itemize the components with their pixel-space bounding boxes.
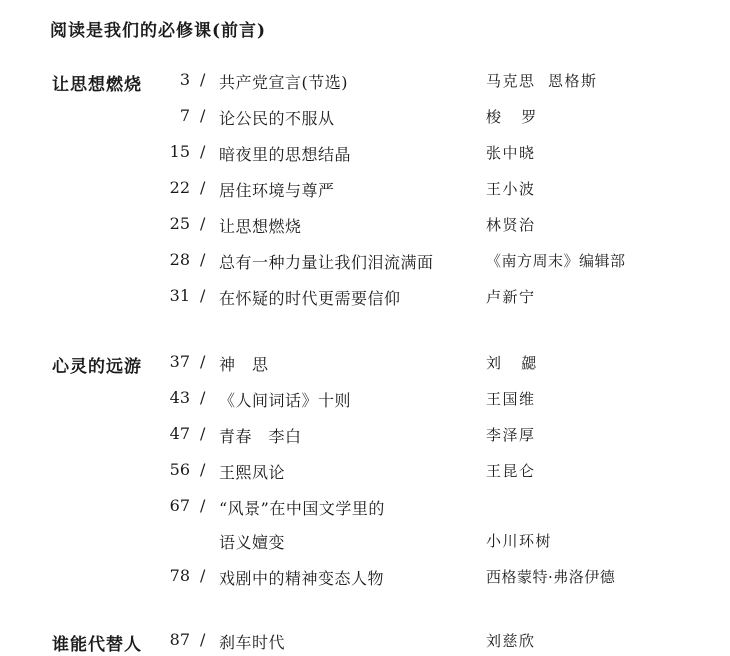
entry-title: “风景”在中国文学里的 xyxy=(219,499,385,518)
page-number: 43 xyxy=(169,388,190,407)
page-number: 31 xyxy=(169,286,190,305)
page-number: 37 xyxy=(169,352,190,371)
page-number: 67 xyxy=(169,496,190,515)
entry-author: 卢新宁 xyxy=(486,288,536,306)
page-number: 56 xyxy=(169,460,190,479)
entry-title: 总有一种力量让我们泪流满面 xyxy=(219,253,434,272)
toc-entry[interactable] xyxy=(0,178,730,204)
entry-author: 王国维 xyxy=(486,390,536,408)
entry-author: 小川环树 xyxy=(486,532,553,550)
page-number: 25 xyxy=(169,214,190,233)
separator: / xyxy=(200,214,206,233)
page-number: 22 xyxy=(169,178,190,197)
entry-title: 《人间词话》十则 xyxy=(219,391,352,410)
entry-title: 王熙凤论 xyxy=(219,463,286,482)
toc-entry[interactable] xyxy=(0,630,730,656)
toc-entry[interactable] xyxy=(0,214,730,240)
separator: / xyxy=(200,566,206,585)
entry-author: 刘 勰 xyxy=(486,354,538,372)
toc-entry[interactable] xyxy=(0,286,730,312)
toc-entry[interactable] xyxy=(0,388,730,414)
entry-title-continued: 语义嬗变 xyxy=(219,533,286,552)
entry-author: 王小波 xyxy=(486,180,536,198)
separator: / xyxy=(200,286,206,305)
toc-entry[interactable] xyxy=(0,566,730,592)
section-title: 谁能代替人 xyxy=(52,635,142,655)
section-title: 让思想燃烧 xyxy=(52,75,142,95)
page-number: 7 xyxy=(179,106,190,125)
entry-author: 李泽厚 xyxy=(486,426,536,444)
separator: / xyxy=(200,70,206,89)
entry-author: 刘慈欣 xyxy=(486,632,536,650)
toc-entry[interactable] xyxy=(0,424,730,450)
separator: / xyxy=(200,460,206,479)
toc-entry[interactable] xyxy=(0,142,730,168)
toc-entry[interactable] xyxy=(0,70,730,96)
entry-title: 共产党宣言(节选) xyxy=(219,73,348,92)
page-number: 3 xyxy=(179,70,190,89)
entry-author: 西格蒙特·弗洛伊德 xyxy=(486,568,616,586)
toc-entry[interactable] xyxy=(0,106,730,132)
page-number: 47 xyxy=(169,424,190,443)
entry-title: 暗夜里的思想结晶 xyxy=(219,145,352,164)
separator: / xyxy=(200,496,206,515)
page-number: 15 xyxy=(169,142,190,161)
toc-entry[interactable] xyxy=(0,250,730,276)
entry-author: 马克思 恩格斯 xyxy=(486,72,598,90)
entry-title: 神 思 xyxy=(219,355,269,374)
entry-author: 梭 罗 xyxy=(486,108,538,126)
separator: / xyxy=(200,352,206,371)
entry-title: 戏剧中的精神变态人物 xyxy=(219,569,385,588)
section-title: 心灵的远游 xyxy=(52,357,142,377)
entry-title: 居住环境与尊严 xyxy=(219,181,335,200)
separator: / xyxy=(200,106,206,125)
entry-title: 让思想燃烧 xyxy=(219,217,302,236)
page-number: 28 xyxy=(169,250,190,269)
separator: / xyxy=(200,424,206,443)
page-number: 87 xyxy=(169,630,190,649)
entry-title: 青春 李白 xyxy=(219,427,302,446)
separator: / xyxy=(200,142,206,161)
separator: / xyxy=(200,630,206,649)
entry-author: 林贤治 xyxy=(486,216,536,234)
toc-entry[interactable] xyxy=(0,496,730,558)
entry-title: 在怀疑的时代更需要信仰 xyxy=(219,289,401,308)
page-number: 78 xyxy=(169,566,190,585)
preface-title: 阅读是我们的必修课(前言) xyxy=(50,21,267,41)
separator: / xyxy=(200,178,206,197)
toc-entry[interactable] xyxy=(0,352,730,378)
entry-author: 王昆仑 xyxy=(486,462,536,480)
separator: / xyxy=(200,250,206,269)
entry-title: 刹车时代 xyxy=(219,633,286,652)
toc-entry[interactable] xyxy=(0,460,730,486)
entry-author: 《南方周末》编辑部 xyxy=(486,252,626,270)
separator: / xyxy=(200,388,206,407)
entry-title: 论公民的不服从 xyxy=(219,109,335,128)
entry-author: 张中晓 xyxy=(486,144,536,162)
